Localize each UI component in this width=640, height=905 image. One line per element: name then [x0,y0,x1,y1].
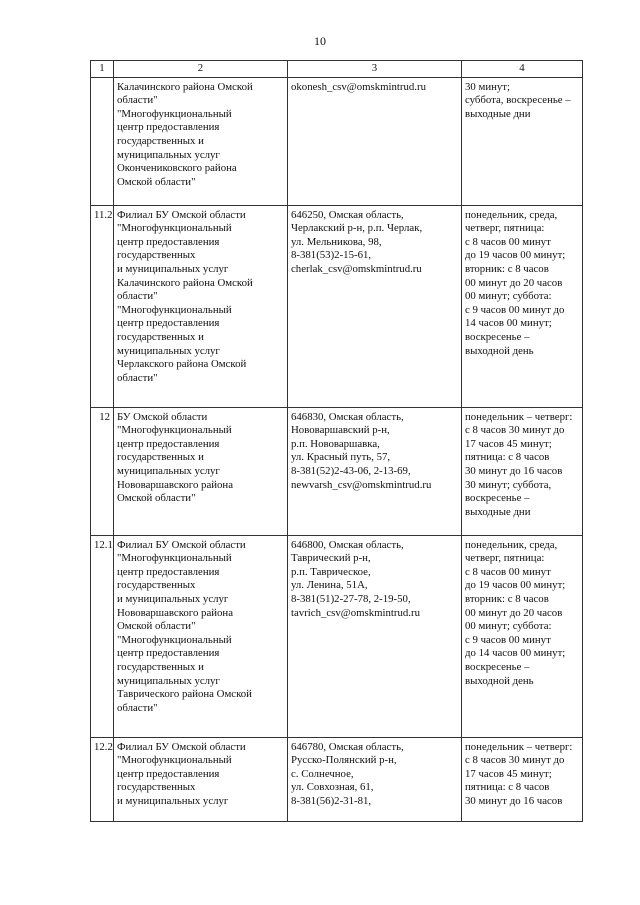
text-line: центр предоставления [117,647,220,660]
institution-name-cell [114,77,288,205]
address-cell [288,205,462,407]
institutions-table [90,60,583,822]
text-line: воскресенье – [465,492,530,505]
institution-name-cell [114,205,288,407]
text-line: выходной день [465,674,534,687]
text-line: и муниципальных услуг [117,592,229,605]
text-line: Филиал БУ Омской области [117,208,246,221]
text-line: и муниципальных услуг [117,262,229,275]
address-cell [288,535,462,737]
institution-name-cell [114,535,288,737]
text-line: "Многофункциональный [117,633,232,646]
text-line: Нововаршавский р-н, [291,424,390,437]
text-line: государственных [117,781,196,794]
text-line: tavrich_csv@omskmintrud.ru [291,606,420,619]
row-number [91,77,114,205]
text-line: с 8 часов 30 минут до [465,424,565,437]
table-row [91,737,583,821]
working-hours-cell [462,535,583,737]
text-line: ул. Ленина, 51А, [291,579,368,592]
header-row [91,61,583,78]
text-line: понедельник – четверг: [465,410,573,423]
text-line: понедельник – четверг: [465,740,573,753]
text-line: 646250, Омская область, [291,208,404,221]
text-line: с 9 часов 00 минут [465,633,551,646]
text-line: муниципальных услуг [117,674,220,687]
text-line: пятница: с 8 часов [465,781,550,794]
text-line: 14 часов 00 минут; [465,317,552,330]
row-number: 12.1 [91,535,114,737]
row-number: 12.2 [91,737,114,821]
text-line: 00 минут до 20 часов [465,276,563,289]
text-line: "Многофункциональный [117,222,232,235]
text-line: понедельник, среда, [465,538,558,551]
text-line: 00 минут; суббота: [465,620,552,633]
text-line: муниципальных услуг [117,344,220,357]
text-line: 30 минут; суббота, [465,478,552,491]
text-line: выходные дни [465,505,531,518]
text-line: с 8 часов 00 минут [465,235,551,248]
text-line: понедельник, среда, [465,208,558,221]
text-line: 8-381(52)2-43-06, 2-13-69, [291,464,411,477]
text-line: центр предоставления [117,235,220,248]
text-line: вторник: с 8 часов [465,592,549,605]
text-line: суббота, воскресенье – [465,94,571,107]
working-hours-cell [462,407,583,535]
text-line: "Многофункциональный [117,424,232,437]
table-header [91,61,583,78]
address-cell [288,407,462,535]
text-line: государственных [117,579,196,592]
text-line: центр предоставления [117,565,220,578]
text-line: четверг, пятница: [465,552,545,565]
table-row [91,535,583,737]
text-line: до 19 часов 00 минут; [465,579,566,592]
text-line: выходной день [465,344,534,357]
table-body [91,77,583,821]
text-line: Филиал БУ Омской области [117,538,246,551]
text-line: муниципальных услуг [117,464,220,477]
text-line: 17 часов 45 минут; [465,767,552,780]
text-line: "Многофункциональный [117,303,232,316]
text-line: cherlak_csv@omskmintrud.ru [291,262,422,275]
text-line: вторник: с 8 часов [465,262,549,275]
text-line: воскресенье – [465,660,530,673]
institution-name-cell [114,407,288,535]
text-line: "Многофункциональный [117,107,232,120]
text-line: центр предоставления [117,121,220,134]
text-line: пятница: с 8 часов [465,451,550,464]
text-line: с 9 часов 00 минут до [465,303,565,316]
text-line: newvarsh_csv@omskmintrud.ru [291,478,432,491]
text-line: Таврический р-н, [291,552,371,565]
text-line: Нововаршавского района [117,606,233,619]
text-line: Омской области" [117,492,196,505]
table-row [91,205,583,407]
text-line: Окончениковского района [117,162,237,175]
text-line: 646780, Омская область, [291,740,404,753]
text-line: БУ Омской области [117,410,208,423]
text-line: "Многофункциональный [117,552,232,565]
text-line: р.п. Таврическое, [291,565,371,578]
text-line: до 19 часов 00 минут; [465,249,566,262]
text-line: области" [117,371,158,384]
text-line: государственных [117,249,196,262]
text-line: и муниципальных услуг [117,794,229,807]
table-row [91,77,583,205]
text-line: государственных и [117,330,204,343]
text-line: с. Солнечное, [291,767,354,780]
text-line: 00 минут; суббота: [465,290,552,303]
address-cell [288,737,462,821]
text-line: центр предоставления [117,437,220,450]
text-line: 646830, Омская область, [291,410,404,423]
working-hours-cell [462,205,583,407]
text-line: 00 минут до 20 часов [465,606,563,619]
text-line: 30 минут до 16 часов [465,794,563,807]
text-line: ул. Совхозная, 61, [291,781,374,794]
text-line: Калачинского района Омской [117,276,253,289]
text-line: Нововаршавского района [117,478,233,491]
row-number: 12 [91,407,114,535]
text-line: "Многофункциональный [117,754,232,767]
institution-name-cell [114,737,288,821]
text-line: области" [117,94,158,107]
text-line: государственных и [117,451,204,464]
text-line: 8-381(56)2-31-81, [291,794,372,807]
header-col-3: 3 [288,61,462,78]
address-cell [288,77,462,205]
header-col-4: 4 [462,61,583,78]
text-line: центр предоставления [117,767,220,780]
working-hours-cell [462,737,583,821]
page-number: 10 [314,34,326,48]
header-col-1: 1 [91,61,114,78]
text-line: ул. Красный путь, 57, [291,451,391,464]
text-line: Калачинского района Омской [117,80,253,93]
text-line: 646800, Омская область, [291,538,404,551]
text-line: центр предоставления [117,317,220,330]
text-line: Омской области" [117,175,196,188]
text-line: области" [117,290,158,303]
header-col-2: 2 [114,61,288,78]
text-line: с 8 часов 30 минут до [465,754,565,767]
text-line: Русско-Полянский р-н, [291,754,397,767]
text-line: выходные дни [465,107,531,120]
text-line: 8-381(51)2-27-78, 2-19-50, [291,592,411,605]
text-line: Черлакского района Омской [117,358,247,371]
working-hours-cell [462,77,583,205]
text-line: р.п. Нововаршавка, [291,437,380,450]
text-line: ул. Мельникова, 98, [291,235,382,248]
text-line: Филиал БУ Омской области [117,740,246,753]
text-line: Омской области" [117,620,196,633]
text-line: государственных и [117,134,204,147]
text-line: государственных и [117,660,204,673]
text-line: муниципальных услуг [117,148,220,161]
text-line: okonesh_csv@omskmintrud.ru [291,80,426,93]
text-line: воскресенье – [465,330,530,343]
text-line: 17 часов 45 минут; [465,437,552,450]
text-line: до 14 часов 00 минут; [465,647,566,660]
text-line: 30 минут до 16 часов [465,464,563,477]
text-line: с 8 часов 00 минут [465,565,551,578]
text-line: Черлакский р-н, р.п. Черлак, [291,222,423,235]
text-line: 30 минут; [465,80,511,93]
text-line: четверг, пятница: [465,222,545,235]
text-line: 8-381(53)2-15-61, [291,249,372,262]
text-line: области" [117,701,158,714]
text-line: Таврического района Омской [117,688,252,701]
table-row [91,407,583,535]
row-number: 11.2 [91,205,114,407]
